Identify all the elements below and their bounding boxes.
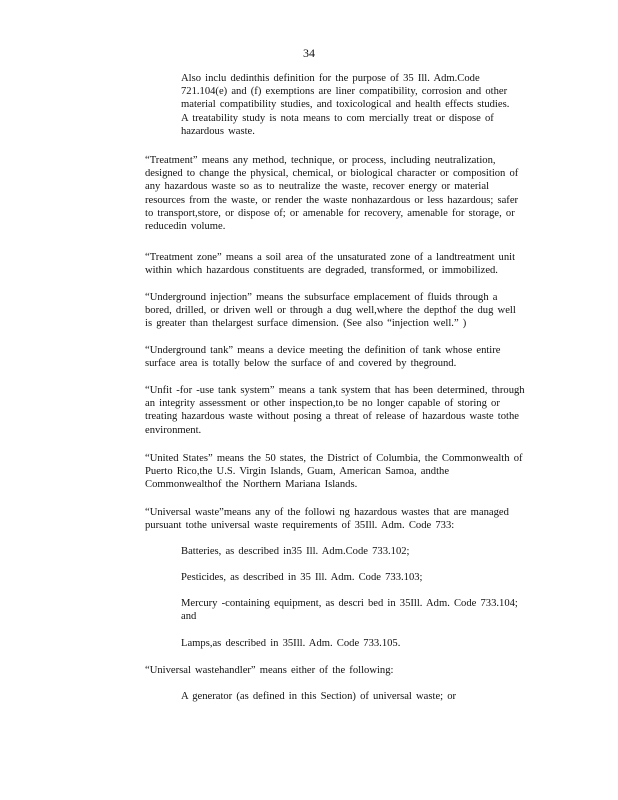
paragraph-treatment-definition <box>145 154 553 233</box>
list-item-generator <box>181 690 553 703</box>
text-line: 721.104(e) and (f) exemptions are liner compatibility, corrosion and other <box>181 86 508 98</box>
text-line: is greater than thelargest surface dimension. (See also “injection well.” ) <box>145 318 467 330</box>
paragraph-united-states-definition <box>145 452 553 492</box>
list-item-lamps <box>181 637 553 650</box>
text-line: “Underground injection” means the subsurface emplacement of fluids through a <box>145 292 498 303</box>
text-line: and <box>181 611 197 623</box>
text-line: “Treatment” means any method, technique, or process, including neutralization, <box>145 155 496 166</box>
list-item-batteries <box>181 545 553 558</box>
paragraph-universal-waste-handler-definition <box>145 664 553 677</box>
text-line: Also inclu dedinthis definition for the purpose of 35 Ill. Adm.Code <box>181 73 480 84</box>
text-line: “United States” means the 50 states, the District of Columbia, the Commonwealth of <box>145 453 523 464</box>
paragraph-treatability-study-scope <box>181 72 553 138</box>
list-item-pesticides <box>181 571 553 584</box>
text-line: Lamps,as described in 35Ill. Adm. Code 733.105. <box>181 638 401 649</box>
text-line: environment. <box>145 424 202 436</box>
text-line: within which hazardous constituents are degraded, transformed, or immobilized. <box>145 265 498 277</box>
text-line: surface area is totally below the surface of and covered by theground. <box>145 358 457 370</box>
text-line: reducedin volume. <box>145 221 226 233</box>
text-line: “Underground tank” means a device meeting the definition of tank whose entire <box>145 345 501 356</box>
text-line: Pesticides, as described in 35 Ill. Adm. Code 733.103; <box>181 572 423 583</box>
paragraph-universal-waste-definition <box>145 506 553 532</box>
text-line: any hazardous waste so as to neutralize the waste, recover energy or material <box>145 181 490 193</box>
text-line: A generator (as defined in this Section) of universal waste; or <box>181 691 457 702</box>
text-line: material compatibility studies, and toxicological and health effects studies. <box>181 99 510 111</box>
text-line: hazardous waste. <box>181 125 255 137</box>
text-line: Mercury -containing equipment, as descri bed in 35Ill. Adm. Code 733.104; <box>181 598 518 609</box>
text-line: Batteries, as described in35 Ill. Adm.Code 733.102; <box>181 546 410 557</box>
list-item-mercury-equipment <box>181 597 553 623</box>
paragraph-underground-tank-definition <box>145 344 553 370</box>
text-line: “Universal wastehandler” means either of the following: <box>145 665 394 676</box>
text-line: resources from the waste, or render the waste nonhazardous or less hazardous; safer <box>145 194 519 206</box>
text-line: an integrity assessment or other inspection,to be no longer capable of storing or <box>145 398 500 410</box>
text-line: “Universal waste”means any of the followi ng hazardous wastes that are managed <box>145 507 509 518</box>
text-line: Puerto Rico,the U.S. Virgin Islands, Guam, American Samoa, andthe <box>145 466 450 478</box>
text-line: pursuant tothe universal waste requirements of 35Ill. Adm. Code 733: <box>145 520 455 532</box>
text-line: treating hazardous waste without posing a threat of release of hazardous waste tothe <box>145 411 519 423</box>
page-number: 34 <box>303 46 315 60</box>
paragraph-unfit-for-use-tank-definition <box>145 384 553 437</box>
text-line: “Unfit -for -use tank system” means a tank system that has been determined, through <box>145 385 525 396</box>
text-line: “Treatment zone” means a soil area of the unsaturated zone of a landtreatment unit <box>145 252 516 263</box>
text-line: A treatability study is nota means to com mercially treat or dispose of <box>181 112 494 124</box>
text-line: bored, drilled, or driven well or through a dug well,where the depthof the dug well <box>145 305 516 317</box>
text-line: to transport,store, or dispose of; or amenable for recovery, amenable for storage, or <box>145 207 515 219</box>
paragraph-treatment-zone-definition <box>145 251 553 277</box>
paragraph-underground-injection-definition <box>145 291 553 331</box>
text-line: Commonwealthof the Northern Mariana Islands. <box>145 479 358 491</box>
text-line: designed to change the physical, chemical, or biological character or composition of <box>145 168 519 180</box>
